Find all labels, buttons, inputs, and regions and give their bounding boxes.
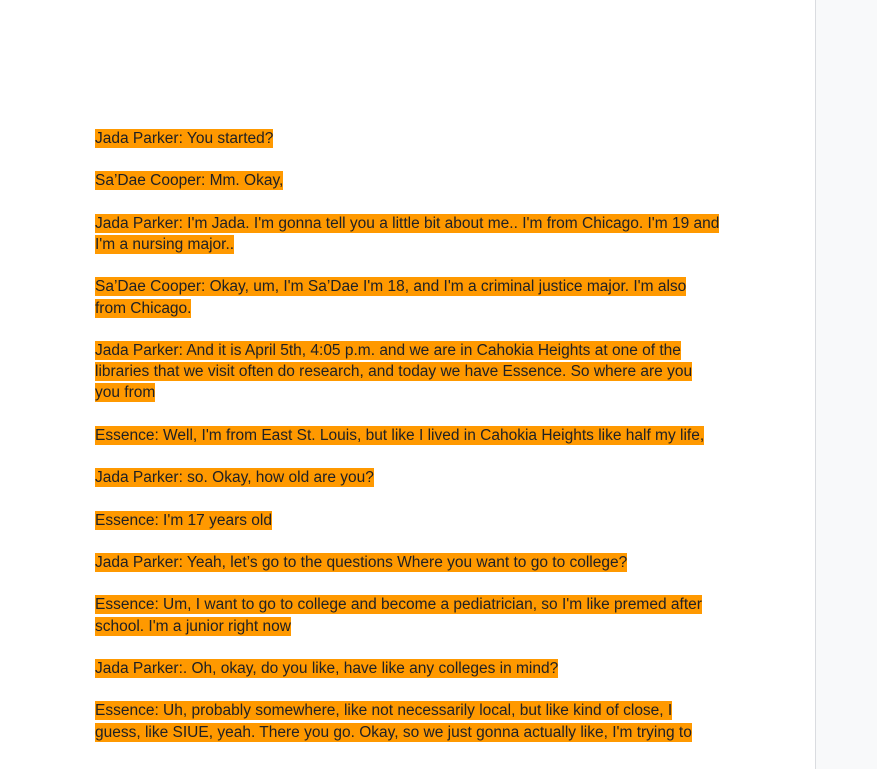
transcript-paragraph[interactable] <box>95 510 720 531</box>
transcript-paragraph[interactable] <box>95 467 720 488</box>
highlighted-text: Essence: I'm 17 years old <box>95 511 272 529</box>
transcript-paragraph[interactable] <box>95 340 720 404</box>
highlighted-text: Essence: Um, I want to go to college and become a pediatrician, so I'm like premed after school. I'm a junior right now <box>95 596 702 635</box>
highlighted-text: Sa’Dae Cooper: Okay, um, I'm Sa’Dae I'm 18, and I'm a criminal justice major. I'm also from Chicago. <box>95 278 687 317</box>
transcript-paragraph[interactable] <box>95 700 720 742</box>
right-side-panel <box>815 0 877 769</box>
transcript-paragraph[interactable] <box>95 552 720 573</box>
highlighted-text: Jada Parker: so. Okay, how old are you? <box>95 469 374 487</box>
transcript-paragraph[interactable] <box>95 213 720 255</box>
transcript-paragraph[interactable] <box>95 594 720 636</box>
highlighted-text: Jada Parker: Yeah, let’s go to the questions Where you want to go to college? <box>95 553 628 571</box>
transcript-paragraph[interactable] <box>95 658 720 679</box>
highlighted-text: Sa’Dae Cooper: Mm. Okay, <box>95 172 284 190</box>
highlighted-text: Essence: Uh, probably somewhere, like not necessarily local, but like kind of close, I guess, like SIUE, yeah. There you go. Okay, so we just gonna actually like, I'm trying to <box>95 702 692 741</box>
transcript-paragraph[interactable] <box>95 170 720 191</box>
highlighted-text: Jada Parker:. Oh, okay, do you like, have like any colleges in mind? <box>95 659 559 677</box>
transcript-paragraph[interactable] <box>95 276 720 318</box>
transcript-paragraph[interactable] <box>95 425 720 446</box>
document-body[interactable] <box>95 128 720 764</box>
highlighted-text: Jada Parker: And it is April 5th, 4:05 p.m. and we are in Cahokia Heights at one of the libraries that we visit often do research, and today we have Essence. So where are you you from <box>95 341 693 402</box>
highlighted-text: Essence: Well, I'm from East St. Louis, but like I lived in Cahokia Heights like half my life, <box>95 426 705 444</box>
highlighted-text: Jada Parker: I'm Jada. I'm gonna tell you a little bit about me.. I'm from Chicago. I'm 19 and I'm a nursing major.. <box>95 214 720 253</box>
highlighted-text: Jada Parker: You started? <box>95 130 274 147</box>
transcript-paragraph[interactable] <box>95 128 720 149</box>
